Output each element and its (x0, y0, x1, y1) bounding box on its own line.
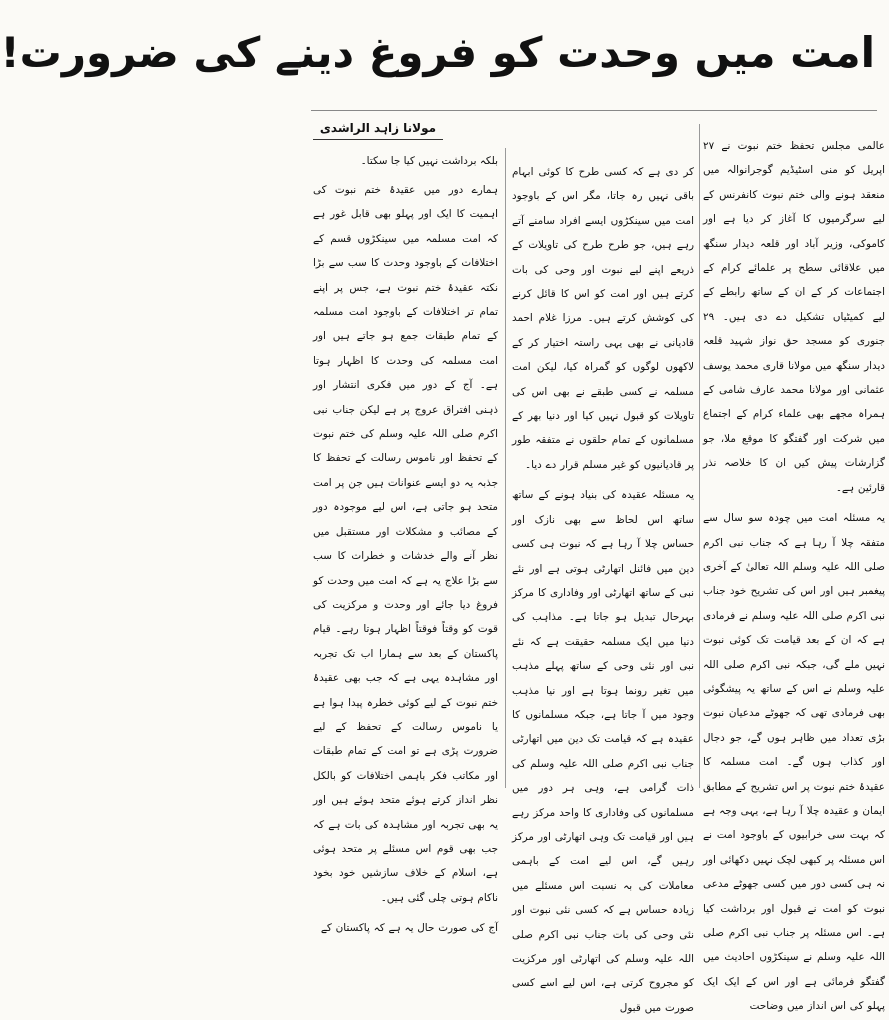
column-divider (505, 148, 506, 788)
article-column-2 (512, 160, 694, 1014)
paragraph: کر دی ہے کہ کسی طرح کا کوئی ابہام باقی نہیں رہ جاتا، مگر اس کے باوجود امت میں سینکڑوں ایسے افراد سامنے آتے رہے ہیں، جو طرح طرح کی تاویلات کے ذریعے اپنے لیے نبوت اور وحی کی بات کرتے ہیں اور امت کو اس کا قائل کرنے کی کوشش کرتے ہیں۔ مرزا غلام احمد قادیانی نے بھی یہی راستہ اختیار کر کے لاکھوں لوگوں کو گمراہ کیا، لیکن امت مسلمہ نے کسی طبقے نے بھی اس کی تاویلات کو قبول نہیں کیا اور دنیا بھر کے مسلمانوں کے تمام حلقوں نے متفقہ طور پر قادیانیوں کو غیر مسلم قرار دے دیا۔ (512, 166, 694, 471)
column-opening-line: بلکہ برداشت نہیں کیا جا سکتا۔ (360, 155, 498, 167)
headline-divider (311, 110, 877, 111)
paragraph: یہ مسئلہ امت میں چودہ سو سال سے متفقہ چلا آ رہا ہے کہ جناب نبی اکرم صلی اللہ علیہ وسلم اللہ تعالیٰ کے آخری پیغمبر ہیں اور اس کی تشریح خود جناب نبی اکرم صلی اللہ علیہ وسلم نے فرمادی ہے کہ ان کے بعد قیامت تک کوئی نبوت نہیں ملے گی، جبکہ نبی اکرم صلی اللہ علیہ وسلم نے اس کے ساتھ یہ پیشگوئی بھی فرمادی تھی کہ جھوٹے مدعیان نبوت بڑی تعداد میں ظاہر ہوں گے، جو دجال اور کذاب ہوں گے۔ امت مسلمہ کا عقیدۂ ختم نبوت پر اس تشریح کے مطابق ایمان و عقیدہ چلا آ رہا ہے، یہی وجہ ہے کہ بہت سی خرابیوں کے باوجود امت نے اس مسئلہ پر کبھی لچک نہیں دکھائی اور نہ ہی کسی دور میں کسی جھوٹے مدعی نبوت کو امت نے قبول اور برداشت کیا ہے۔ اس مسئلہ پر جناب نبی اکرم صلی اللہ علیہ وسلم نے سینکڑوں احادیث میں گفتگو فرمائی ہے اور اس کے ایک ایک پہلو کی اس انداز میں وضاحت (703, 512, 885, 1013)
paragraph: عالمی مجلس تحفظ ختم نبوت نے ۲۷ اپریل کو منی اسٹیڈیم گوجرانوالہ میں منعقد ہونے والی ختم نبوت کانفرنس کے لیے سرگرمیوں کا آغاز کر دیا ہے اور کاموکی، وزیر آباد اور قلعہ دیدار سنگھ میں علاقائی سطح پر علمائے کرام کے اجتماعات کر کے ان کے ساتھ رابطے کے لیے کمیٹیاں تشکیل دے دی ہیں۔ ۲۹ جنوری کو مسجد حق نواز شہید قلعہ دیدار سنگھ میں مولانا قاری محمد یوسف عثمانی اور مولانا محمد عارف شامی کے ہمراہ مجھے بھی علماء کرام کے اجتماع میں شرکت اور گفتگو کا موقع ملا، جو گزارشات پیش کیں ان کا خلاصہ نذر قارئین ہے۔ (703, 140, 885, 494)
column-divider (699, 124, 700, 788)
author-byline: مولانا زاہد الراشدی (313, 118, 443, 140)
article-column-1 (703, 134, 885, 1013)
article-column-3 (313, 150, 498, 935)
article-headline: امت میں وحدت کو فروغ دینے کی ضرورت! (0, 28, 875, 77)
paragraph: ہمارے دور میں عقیدۂ ختم نبوت کی اہمیت کا ایک اور پہلو بھی قابل غور ہے کہ امت مسلمہ میں سینکڑوں قسم کے اختلافات کے باوجود وحدت کا سب سے بڑا نکتہ عقیدۂ ختم نبوت ہے، جس پر اپنے تمام تر اختلافات کے باوجود امت مسلمہ کے تمام طبقات جمع ہو جاتے ہیں اور امت مسلمہ کی وحدت کا اظہار ہوتا ہے۔ آج کے دور میں فکری انتشار اور ذہنی افتراق عروج پر ہے لیکن جناب نبی اکرم صلی اللہ علیہ وسلم کی ختم نبوت کے تحفظ اور ناموس رسالت کے تحفظ کا جذبہ یہ دو ایسے عنوانات ہیں جن پر امت متحد ہو جاتی ہے، اس لیے موجودہ دور کے مصائب و مشکلات اور مستقبل میں نظر آنے والے خدشات و خطرات کا سب سے بڑا علاج یہ ہے کہ امت میں وحدت کو فروغ دیا جائے اور وحدت و مرکزیت کی قوت کو وقتاً فوقتاً اظہار ہوتا رہے۔ قیام پاکستان کے بعد سے ہمارا اب تک تجربہ اور مشاہدہ یہی ہے کہ جب بھی عقیدۂ ختم نبوت کے لیے کوئی خطرہ پیدا ہوا ہے یا ناموس رسالت کے تحفظ کے لیے ضرورت پڑی ہے تو امت کے تمام طبقات اور مکاتب فکر باہمی اختلافات کو بالکل نظر انداز کرتے ہوئے متحد ہوئے ہیں اور یہ بھی تجربہ اور مشاہدہ کی بات ہے کہ جب بھی قوم اس مسئلے پر متحد ہوئی ہے، اسلام کے خلاف سازشیں خود بخود ناکام ہوتی چلی گئی ہیں۔ (313, 184, 498, 904)
paragraph: آج کی صورت حال یہ ہے کہ پاکستان کے (320, 922, 498, 935)
paragraph: یہ مسئلہ عقیدہ کی بنیاد ہونے کے ساتھ ساتھ اس لحاظ سے بھی نازک اور حساس چلا آ رہا ہے کہ نبوت ہی کسی دین میں فائنل اتھارٹی ہوتی ہے اور نئے نبی کے ساتھ اتھارٹی اور وفاداری کا مرکز بہرحال تبدیل ہو جاتا ہے۔ مذاہب کی دنیا میں ایک مسلمہ حقیقت ہے کہ نئے نبی اور نئی وحی کے ساتھ پہلے مذہب میں تغیر رونما ہوتا ہے اور نیا مذہب وجود میں آ جاتا ہے، جبکہ مسلمانوں کا عقیدہ ہے کہ قیامت تک دین میں اتھارٹی جناب نبی اکرم صلی اللہ علیہ وسلم کی ذات گرامی ہے، وہی ہر دور میں مسلمانوں کی وفاداری کا واحد مرکز رہے ہیں اور قیامت تک وہی اتھارٹی اور مرکز رہیں گے، اس لیے امت کے باہمی معاملات کی بہ نسبت اس مسئلے میں زیادہ حساس ہے کہ کسی نئی نبوت اور نئی وحی کی بات جناب نبی اکرم صلی اللہ علیہ وسلم کی اتھارٹی اور مرکزیت کو مجروح کرتی ہے، اس لیے اسے کسی صورت میں قبول (512, 489, 694, 1014)
